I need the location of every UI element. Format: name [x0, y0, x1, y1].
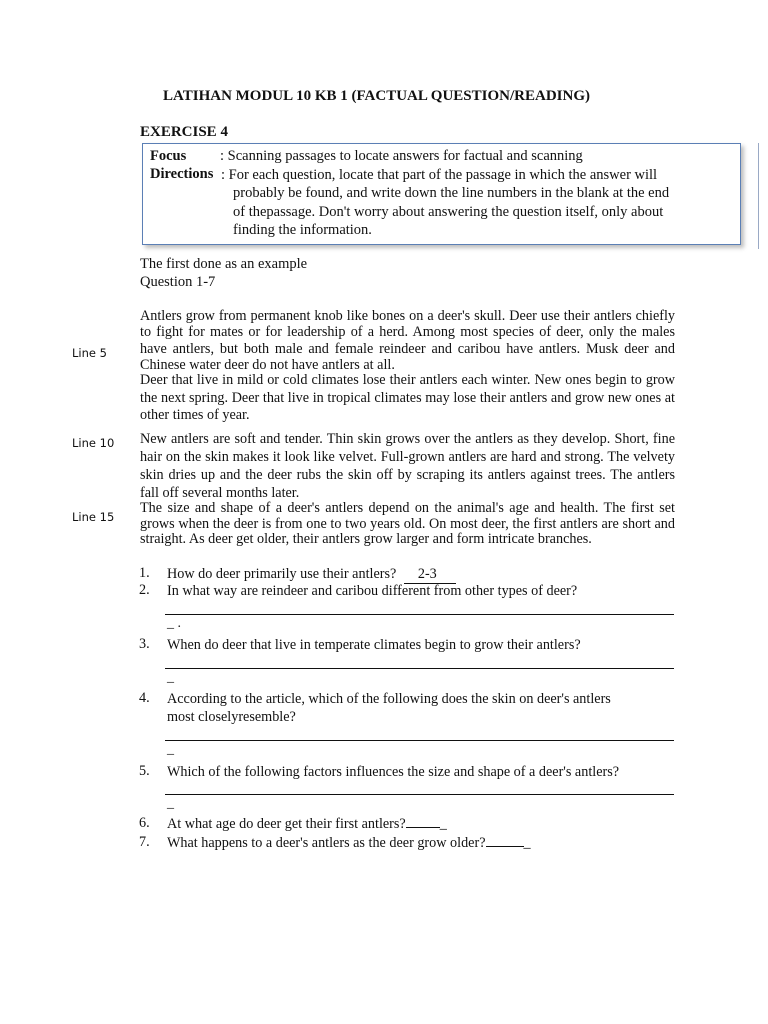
answer-line[interactable]: [165, 668, 674, 669]
passage-paragraph: The size and shape of a deer's antlers depend on the animal's age and health. The first set grows when the deer is from one to two years old. On most deer, the first antlers are short and straight. As deer get older, their antlers grow larger and form intricate branches.: [140, 500, 675, 548]
question-prompt-line: most closelyresemble?: [167, 709, 296, 725]
answer-line[interactable]: [165, 794, 674, 795]
example-note: The first done as an example: [140, 256, 308, 272]
question-prompt: When do deer that live in temperate climates begin to grow their antlers?: [167, 637, 581, 653]
question-prompt: [167, 690, 611, 726]
question-number: 1.: [139, 565, 150, 581]
answer-blank-tail: _: [523, 835, 531, 851]
directions-text: [221, 166, 669, 239]
answer-line-tail: _ .: [167, 616, 181, 631]
answer-line-tail: _: [167, 670, 174, 685]
answer-line[interactable]: [165, 740, 674, 741]
question-number: 5.: [139, 763, 150, 779]
question-prompt: In what way are reindeer and caribou different from other types of deer?: [167, 583, 578, 599]
question-number: 2.: [139, 582, 150, 598]
focus-text: : Scanning passages to locate answers for factual and scanning: [220, 148, 583, 164]
answer-blank[interactable]: [486, 846, 524, 847]
question-prompt: How do deer primarily use their antlers?: [167, 566, 397, 582]
question-number: 4.: [139, 690, 150, 706]
question-prompt: What happens to a deer's antlers as the deer grow older?: [167, 835, 486, 851]
question-prompt: At what age do deer get their first antlers?: [167, 816, 406, 832]
answer-line[interactable]: [165, 614, 674, 615]
directions-line: probably be found, and write down the line numbers in the blank at the end: [233, 185, 670, 202]
answer-blank[interactable]: 2-3: [404, 565, 456, 584]
box-side-border: [758, 143, 767, 249]
question-prompt-line: According to the article, which of the following does the skin on deer's antlers: [167, 691, 611, 707]
directions-line: finding the information.: [233, 221, 372, 238]
exercise-heading: EXERCISE 4: [140, 124, 228, 140]
question-number: 6.: [139, 815, 150, 831]
line-marker: Line 5: [72, 346, 107, 360]
directions-label: Directions: [150, 166, 214, 182]
line-marker: Line 10: [72, 436, 115, 450]
page-title: LATIHAN MODUL 10 KB 1 (FACTUAL QUESTION/READING): [163, 88, 590, 104]
focus-label: Focus: [150, 148, 187, 164]
intro: [140, 255, 307, 291]
answer-blank-tail: _: [439, 816, 447, 832]
question-text: [167, 815, 447, 833]
directions-line: of thepassage. Don't worry about answering the question itself, only about: [233, 203, 664, 220]
answer-blank[interactable]: [406, 827, 440, 828]
directions-line: : For each question, locate that part of the passage in which the answer will: [221, 167, 658, 183]
passage-paragraph: Deer that live in mild or cold climates lose their antlers each winter. New ones begin to grow the next spring. Deer that live in tropical climates may lose their antlers and grow new ones at other times of year.: [140, 372, 675, 423]
answer-line-tail: _: [167, 742, 174, 757]
question-prompt: Which of the following factors influences the size and shape of a deer's antlers?: [167, 764, 620, 780]
passage-paragraph: Antlers grow from permanent knob like bones on a deer's skull. Deer use their antlers chiefly to fight for mates or for leadership of a herd. Among most species of deer, only the males have antlers, but both male and female reindeer and caribou have antlers. Musk deer and Chinese water deer do not have antlers at all.: [140, 308, 675, 374]
question-text: [167, 834, 531, 852]
line-marker: Line 15: [72, 510, 115, 524]
answer-line-tail: _: [167, 796, 174, 811]
question-range: Question 1-7: [140, 274, 216, 290]
question-number: 3.: [139, 636, 150, 652]
passage-paragraph: New antlers are soft and tender. Thin skin grows over the antlers as they develop. Short, fine hair on the skin makes it look like velvet. Full-grown antlers are hard and strong. The velvety skin dries up and the deer rubs the skin off by scraping its antlers against trees. The antlers fall off several months later.: [140, 431, 675, 501]
question-number: 7.: [139, 834, 150, 850]
